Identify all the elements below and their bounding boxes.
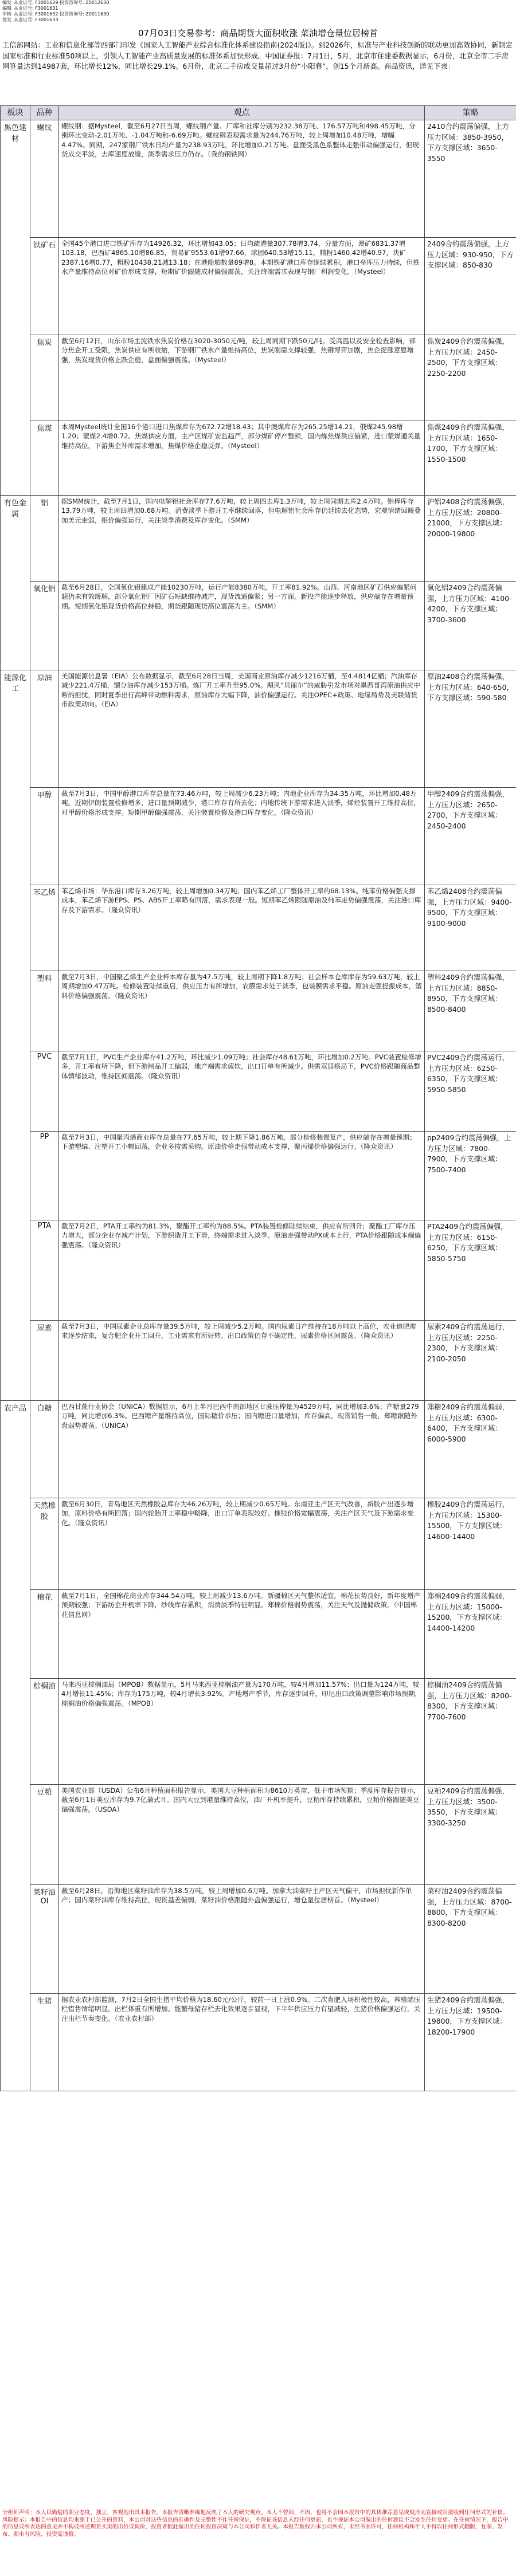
view-cell: 巴西甘蔗行业协会（UNICA）数据显示，6月上半月巴西中南部地区甘蔗压榨量为4529万吨，同比增加3.6%；产糖量279万吨，同比增加6.3%。巴西糖产量维持高位，国际糖价承压；国内糖进口量增加，库存偏高，现货销售一般，郑糖跟随外盘弱势震荡。（UNICA） [59,1401,425,1498]
view-cell: 据农业农村部监测，7月2日全国生猪平均价格为18.60元/公斤，较前一日上涨0.9%。二次育肥入场积极性较高，养殖端压栏惜售情绪明显，出栏体重有所增加。能繁母猪存栏去化效果逐步显现，下半年供应压力有望减轻，生猪价格偏强运行，关注出栏节奏变化。（农业农村部） [59,1994,425,2091]
column-header-strategy: 策略 [425,106,516,120]
strategy-cell: pp2409合约震荡偏强，上方压力区域：7800-7900，下方支撑区域：7500-7400 [425,1132,516,1220]
variety-cell: 苯乙烯 [30,885,59,971]
table-row [1,885,516,971]
variety-cell: 原油 [30,670,59,788]
variety-cell: 甲醇 [30,788,59,885]
table-row [1,1051,516,1132]
header-key: 编辑 [2,6,11,11]
strategy-cell: 棕榈油2409合约震荡偏强，上方压力区域：8200-8300，下方支撑区域：7700-7600 [425,1679,516,1785]
disclaimer-label: 分析师声明： [2,2510,36,2516]
view-cell: 美国能源信息署（EIA）公布数据显示，截至6月28日当周，美国商业原油库存减少1216万桶，至4.4814亿桶；汽油库存减少221.4万桶，馏分油库存减少153万桶。炼厂开工率升至95.0%。飓风“贝丽尔”的威胁引发市场对墨西哥湾原油供应中断的担忧，同时夏季出行高峰带动燃料需求，原油库存大幅下降，油价偏强运行。关注OPEC+政策、地缘局势及美联储货币政策动向。（EIA） [59,670,425,788]
variety-cell: 铁矿石 [30,238,59,335]
view-cell: 本周Mysteel统计全国16个港口进口焦煤库存为672.72增18.43；其中澳煤库存为265.25增14.21，俄煤245.98增1.20；蒙煤2.4增0.72。焦煤供应方面，主产区煤矿安监趋严，部分煤矿停产整顿，国内炼焦煤供应偏紧，进口蒙煤通关量维持高位，下游焦企补库需求增加，焦煤价格企稳反弹。（Mysteel） [59,421,425,496]
variety-cell: 焦炭 [30,335,59,421]
column-header-sector: 板块 [1,106,30,120]
disclaimer-text: 本人以勤勉的职业态度，独立、客观地出具本报告。本报告清晰准确地反映了本人的研究观点。本人不曾因，不因，也将不会因本报告中的具体推荐意见或观点而直接或间接收到任何形式的补偿。风险提示：本报告中的信息均来源于已公开的资料，本公司对这些信息的准确性及完整性不作任何保证，不保证该信息未经任何更新，也不保证本公司做出的任何建议不会发生任何变更。在任何情况下，报告中的信息或所表达的意见并不构成所述期货买卖的出价或询价，投资者据此做出的任何投资决策与本公司和作者无关。本报告版权归本公司所有，未经书面许可，任何机构和个人不得以任何形式翻版、复制、发布。期市有风险，投资需谨慎。 [2,2510,509,2538]
table-row [1,582,516,670]
table-row [1,1679,516,1785]
strategy-cell: PVC2409合约震荡运行，上方压力区域：6250-6350，下方支撑区域：5950-5850 [425,1051,516,1132]
variety-cell: 菜籽油OI [30,1885,59,1994]
view-cell: 马来西亚棕榈油局（MPOB）数据显示，5月马来西亚棕榈油产量为170万吨，较4月增加11.57%；出口量为124万吨，较4月增长11.45%；库存为175万吨，较4月增长3.92%。产地增产季节，库存逐步回升，印尼出口政策调整影响市场预期，棕榈油价格偏强震荡。（MPOB） [59,1679,425,1785]
variety-cell: PP [30,1132,59,1220]
variety-cell: 白糖 [30,1401,59,1498]
table-row [1,1590,516,1679]
strategy-cell: 焦炭2409合约震荡偏强，上方压力区域：2450-2500，下方支撑区域：2250-2200 [425,335,516,421]
view-cell: 截至7月3日，中国甲醇港口库存总量在73.46万吨，较上周减少6.23万吨；内地企业库存为34.35万吨，环比增加0.48万吨。近期伊朗装置检修增多，进口量预期减少，港口库存有所去化；内地传统下游需求进入淡季，烯烃装置开工维持高位，对甲醇价格形成支撑。短期甲醇偏强震荡，关注装置检修及港口库存变化。（隆众资讯） [59,788,425,885]
variety-cell: 尿素 [30,1321,59,1401]
disclaimer [0,2508,516,2539]
view-cell: 截至6月12日，山东市场主流铁水焦炭价格在3020-3050元/吨，较上周同期下跌50元/吨。受高温以及安全检查影响，部分焦企开工受限，焦炭供应有所收缩，下游钢厂铁水产量维持高位，焦炭刚需支撑较强，焦钢博弈加剧，焦企提涨意愿增强，焦炭现货价格止跌企稳，盘面偏强震荡。（Mysteel） [59,335,425,421]
strategy-cell: 沪铝2408合约震荡偏强，上方压力区域：20800-21000，下方支撑区域：20000-19800 [425,496,516,582]
table-row [1,670,516,788]
view-cell: 截至6月28日，沿海地区菜籽油库存为38.5万吨，较上周增加0.6万吨。加拿大油菜籽主产区天气偏干，市场担忧新作单产；国内菜籽油库存维持高位，现货基差偏弱，菜籽油价格跟随外盘偏强运行，增仓量位居榜首。（Mysteel） [59,1885,425,1994]
strategy-cell: 生猪2409合约震荡偏强，上方压力区域：19500-19800，下方支撑区域：18200-17900 [425,1994,516,2091]
strategy-cell: 苯乙烯2408合约震荡偏强，上方压力区域：9400-9500，下方支撑区域：9100-9000 [425,885,516,971]
strategy-cell: 豆粕2409合约震荡偏强，上方压力区域：3500-3550，下方支撑区域：3300-3250 [425,1785,516,1885]
strategy-cell: 菜籽油2409合约震荡偏强，上方压力区域：8700-8800，下方支撑区域：8300-8200 [425,1885,516,1994]
strategy-cell: 塑料2409合约震荡偏强，上方压力区域：8850-8950，下方支撑区域：8500-8400 [425,971,516,1051]
strategy-cell: 2410合约震荡偏强，上方压力区域：3850-3950，下方支撑区域：3650-3550 [425,120,516,238]
sector-cell: 黑色建材 [1,120,30,496]
strategy-cell: 尿素2409合约震荡运行，上方压力区域：2250-2300，下方支撑区域：2100-2050 [425,1321,516,1401]
table-row [1,1498,516,1590]
variety-cell: 豆粕 [30,1785,59,1885]
view-cell: 截至7月3日，中国聚乙烯生产企业样本库存量为47.5万吨，较上周期下降1.8万吨；社会样本仓库库存为59.63万吨，较上周期增加0.47万吨。检修装置陆续重启，供应压力有所增加，农膜需求处于淡季，包装膜需求平稳。原油走强提振成本，塑料价格偏强震荡。（隆众资讯） [59,971,425,1051]
header-key: 签发 [2,17,11,22]
table-row [1,1885,516,1994]
view-cell: 截至6月28日，全国氧化铝建成产能10230万吨，运行产能8380万吨，开工率81.92%。山西、河南地区矿石供应偏紧问题仍未有效缓解，部分氧化铝厂因矿石短缺维持减产，现货流通偏紧；另一方面，新投产能逐步释放，供应端存在增量预期。短期氧化铝现货价格高位持稳，期货跟随现货高位震荡为主。（SMM） [59,582,425,670]
table-row [1,971,516,1051]
view-cell: 美国农业部（USDA）公布6月种植面积报告显示，美国大豆种植面积为8610万英亩，低于市场预期；季度库存报告显示，截至6月1日美豆库存为9.7亿蒲式耳。国内大豆到港量维持高位，油厂开机率提升，豆粕库存持续累积，豆粕价格跟随美豆偏强震荡。（USDA） [59,1785,425,1885]
header-value: 从业证号: F3001629 投资咨询号: Z0012630 [14,0,110,5]
variety-cell: 生猪 [30,1994,59,2091]
table-row [1,1321,516,1401]
header-key: 审核 [2,11,11,17]
header-key: 编发 [2,0,11,5]
header-value: 从业证号: F3001633 [14,17,58,22]
strategy-cell: 焦煤2409合约震荡偏强，上方压力区域：1650-1700，下方支撑区域：1550-1500 [425,421,516,496]
commodity-table [0,105,516,2091]
table-row [1,120,516,238]
view-cell: 截至7月1日，PVC生产企业库存41.2万吨，环比减少1.09万吨；社会库存48.61万吨，环比增加0.2万吨。PVC装置检修增多，开工率有所下降，但下游制品开工偏弱，地产端需求疲软，出口订单有所减少。供需双弱格局下，PVC价格跟随商品整体情绪波动，维持区间震荡。（隆众资讯） [59,1051,425,1132]
strategy-cell: 橡胶2409合约震荡运行，上方压力区域：15300-15500，下方支撑区域：14600-14400 [425,1498,516,1590]
table-row [1,1994,516,2091]
view-cell: 截至7月1日，全国棉花商业库存344.54万吨，较上周减少13.6万吨。新疆棉区天气整体适宜，棉花长势良好，新年度增产预期较强；下游纺企开机率下降，纱线库存累积，消费淡季特征明显。郑棉价格弱势震荡，关注天气及抛储政策。（中国棉花信息网） [59,1590,425,1679]
variety-cell: PVC [30,1051,59,1132]
view-cell: 截至7月3日，中国尿素企业总库存量39.5万吨，较上周减少5.2万吨。国内尿素日产维持在18万吨以上高位，农业追肥需求逐步结束，复合肥企业开工回升，工业需求有所好转。出口政策仍存不确定性，尿素价格区间震荡。（隆众资讯） [59,1321,425,1401]
header-value: 从业证号: F3001631 [14,6,58,11]
view-cell: 截至6月30日，青岛地区天然橡胶总库存为46.26万吨，较上期减少0.65万吨。东南亚主产区天气改善，新胶产出逐步增加，原料价格有所回落；国内轮胎开工率稳中略降，出口订单表现较好。橡胶价格宽幅震荡，关注产区天气及下游需求变化。（隆众资讯） [59,1498,425,1590]
variety-cell: PTA [30,1220,59,1321]
header-line-2 [0,6,516,11]
table-row [1,421,516,496]
view-cell: 据SMM统计，截至7月1日，国内电解铝社会库存77.6万吨，较上周四去库1.3万吨，较上周同期去库2.4万吨。铝棒库存13.79万吨，较上周四增加0.68万吨。消费淡季下游开工率继续回落，但电解铝社会库存仍延续去化态势，宏观情绪回暖叠加美元走弱，铝价偏强运行，关注淡季消费及库存变化。（SMM） [59,496,425,582]
view-cell: 苯乙烯市场：华东港口库存3.26万吨，较上周增加0.34万吨；国内苯乙烯工厂整体开工率约68.13%。纯苯价格偏强支撑成本，苯乙烯下游EPS、PS、ABS开工率略有回落，需求表现一般。短期苯乙烯跟随原油及纯苯走势偏强震荡，关注港口库存及下游需求。（隆众资讯） [59,885,425,971]
table-row [1,238,516,335]
variety-cell: 螺纹 [30,120,59,238]
table-body [1,120,516,2091]
page-title: 07月03日交易参考：商品期货大面积收涨 菜油增仓量位居榜首 [138,28,378,38]
strategy-cell: PTA2409合约震荡偏强，上方压力区域：6150-6250，下方支撑区域：5850-5750 [425,1220,516,1321]
strategy-cell: 2409合约震荡偏强，上方压力区域：930-950，下方支撑区域：850-830 [425,238,516,335]
variety-cell: 塑料 [30,971,59,1051]
strategy-cell: 甲醇2409合约震荡偏强，上方压力区域：2650-2700，下方支撑区域：2450-2400 [425,788,516,885]
view-cell: 全国45个港口进口铁矿库存为14926.32，环比增加43.05；日均疏港量307.78增3.74，分量方面，澳矿6831.37增103.18，巴西矿4865.10增86.85，贸易矿9553.61增97.66，球团640.53增15.11，精粉1460.42增40.97，块矿2387.16增0.77，粗粉10438.21减13.18；在港船舶数量89增8。本期铁矿港口库存继续累积，港口垒库压力持续，但铁水产量维持高位对矿价形成支撑，短期矿价跟随成材偏强震荡，关注终端需求表现与钢厂利润变化。（Mysteel） [59,238,425,335]
strategy-cell: 郑棉2409合约震荡偏弱，上方压力区域：15000-15200，下方支撑区域：14400-14200 [425,1590,516,1679]
header-line-1 [0,0,516,6]
header-line-4 [0,17,516,23]
table-row [1,1132,516,1220]
view-cell: 螺纹钢：据Mysteel，截至6月27日当周，螺纹钢产量、厂库和社库分别为232.38万吨、176.57万吨和498.45万吨，分别环比变动-2.01万吨、-1.04万吨和-6.69万吨。螺纹钢表观需求量为244.76万吨，较上周增加10.48万吨，增幅4.47%。同期，247家钢厂铁水日均产量为238.93万吨，环比增加0.21万吨。盘面受黑色系整体走强带动偏强运行，但现货成交平淡，去库速度放缓，淡季需求压力仍存。（我的钢铁网） [59,120,425,238]
variety-cell: 棕榈油 [30,1679,59,1785]
table-row [1,335,516,421]
view-cell: 截至7月3日，中国聚丙烯商业库存总量在77.65万吨，较上期下降1.86万吨。部分检修装置复产，供应端存在增量预期；下游塑编、注塑开工小幅回落，企业多按需采购。原油价格走强带动成本支撑，聚丙烯价格偏强运行。（隆众资讯） [59,1132,425,1220]
table-row [1,1401,516,1498]
header-line-3 [0,11,516,17]
header-value: 从业证号: F3001632 投资咨询号: Z0011630 [14,11,110,17]
view-cell: 截至7月2日，PTA开工率约为81.3%，聚酯开工率约为88.5%。PTA装置检修陆续结束，供应有所回升；聚酯工厂库存压力增大，部分企业存减产计划，下游织造开工下滑，终端需求进入淡季。原油走强带动PX成本上行，PTA价格跟随成本端偏强震荡。（隆众资讯） [59,1220,425,1321]
table-row [1,1785,516,1885]
variety-cell: 铝 [30,496,59,582]
variety-cell: 氧化铝 [30,582,59,670]
strategy-cell: 氧化铝2409合约震荡偏强，上方压力区域：4100-4200，下方支撑区域：3700-3600 [425,582,516,670]
strategy-cell: 原油2408合约震荡偏强，上方压力区域：640-650，下方支撑区域：590-580 [425,670,516,788]
header [0,0,516,26]
sector-cell: 有色金属 [1,496,30,670]
variety-cell: 焦煤 [30,421,59,496]
table-row [1,1220,516,1321]
strategy-cell: 郑糖2409合约震荡偏弱，上方压力区域：6300-6400，下方支撑区域：6000-5900 [425,1401,516,1498]
sector-cell: 农产品 [1,1401,30,2091]
variety-cell: 天然橡胶 [30,1498,59,1590]
sector-cell: 能源化工 [1,670,30,1401]
table-header-row [1,106,516,120]
column-header-variety: 品种 [30,106,59,120]
table-row [1,788,516,885]
table-row [1,496,516,582]
variety-cell: 棉花 [30,1590,59,1679]
intro-paragraph: 工信部网站：工业和信息化部等四部门印发《国家人工智能产业综合标准化体系建设指南(2024版)》。到2026年，标准与产业科技创新的联动更加高效协同，新制定国家标准和行业标准50项以上，引领人工智能产业高质量发展的标准体系加快形成。中国证券报：7月1日，5月，北京市住建委数据显示，6月份，北京全市二手房网签量达到14987套，环比增长12%，同比增长29.1%。6月份，北京二手房成交量超过3月份“小阳春”，创15个月新高。商品资讯，详见下表： [2,41,513,71]
column-header-view: 观点 [59,106,425,120]
